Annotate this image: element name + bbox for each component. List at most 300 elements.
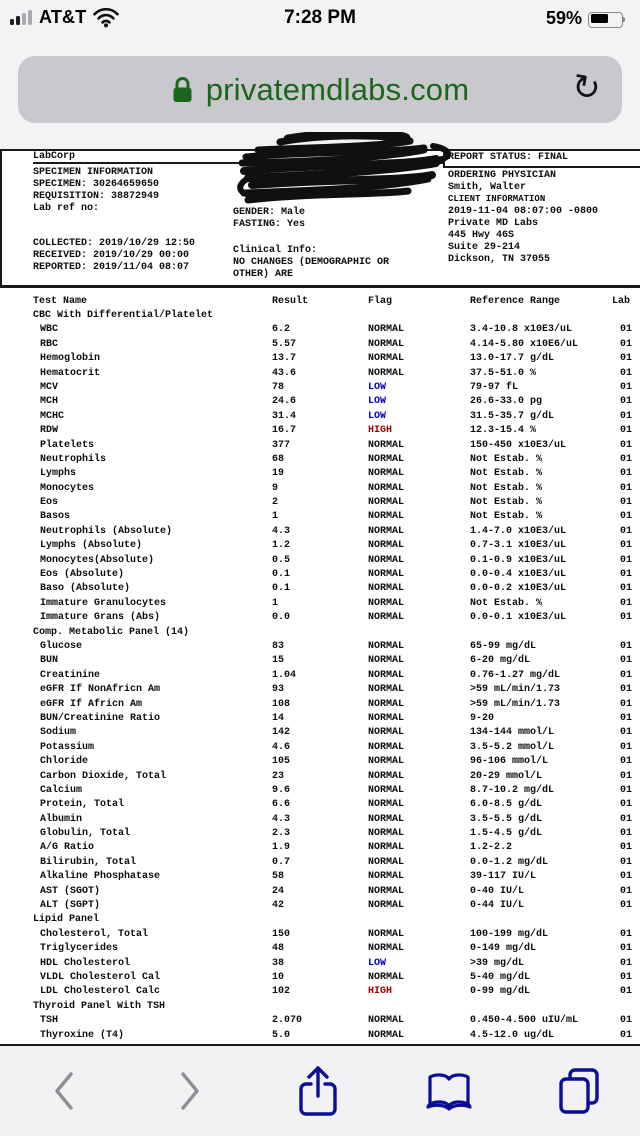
test-flag: NORMAL [368,367,405,379]
test-flag: NORMAL [368,1029,405,1041]
test-flag: NORMAL [368,885,405,897]
clock-label: 7:28 PM [284,7,356,28]
test-flag: HIGH [368,986,393,998]
chevron-right-icon [178,1070,202,1112]
lab-code: 01 [620,468,633,480]
reference-range: >59 mL/min/1.73 [470,698,561,710]
lab-code: 01 [620,770,633,782]
table-row [0,943,640,957]
col-header-flag: Flag [368,296,393,307]
test-flag: NORMAL [368,640,405,652]
lab-code: 01 [620,943,633,955]
lab-code: 01 [620,1029,633,1041]
lab-code: 01 [620,367,633,379]
lab-code: 01 [620,741,633,753]
test-flag: NORMAL [368,928,405,940]
table-row [0,986,640,1000]
reference-range: 0.0-0.4 x10E3/uL [470,569,567,581]
lab-code: 01 [620,684,633,696]
test-result: 38 [272,957,285,969]
lab-code: 01 [620,525,633,537]
test-name: LDL Cholesterol Calc [40,986,161,998]
reference-range: 9-20 [470,712,495,724]
test-flag: NORMAL [368,554,405,566]
test-result: 142 [272,727,291,739]
test-result: 58 [272,871,285,883]
test-name: HDL Cholesterol [40,957,131,969]
test-result: 4.6 [272,741,291,753]
test-result: 9.6 [272,784,291,796]
test-flag: NORMAL [368,1015,405,1027]
table-row [0,842,640,856]
patient-line: GENDER: Male [233,207,306,218]
safari-top-chrome [0,0,640,149]
client-line: Private MD Labs [448,218,539,229]
table-row [0,511,640,525]
redaction-scribble [228,132,468,221]
test-result: 10 [272,971,285,983]
clinical-line: NO CHANGES (DEMOGRAPHIC OR [233,257,390,268]
test-name: MCHC [40,410,65,422]
test-flag: NORMAL [368,669,405,681]
panel-name: Comp. Metabolic Panel (14) [33,626,190,638]
table-row [0,727,640,741]
table-row [0,699,640,713]
table-row [0,799,640,813]
reference-range: 0.7-3.1 x10E3/uL [470,540,567,552]
client-info-title: CLIENT INFORMATION [448,194,546,204]
test-name: Albumin [40,813,83,825]
physician-name: Smith, Walter [448,182,527,193]
lab-code: 01 [620,453,633,465]
test-result: 19 [272,468,285,480]
carrier-label: AT&T [39,7,87,27]
test-result: 105 [272,756,291,768]
test-name: Thyroxine (T4) [40,1029,125,1041]
table-row [0,785,640,799]
test-result: 15 [272,655,285,667]
lab-code: 01 [620,612,633,624]
test-flag: NORMAL [368,525,405,537]
lab-code: 01 [620,712,633,724]
reference-range: 31.5-35.7 g/dL [470,410,555,422]
table-row [0,828,640,842]
test-name: Neutrophils [40,453,107,465]
battery-percent-label: 59% [545,8,582,28]
reference-range: 6-20 mg/dL [470,655,531,667]
section-header-row [0,627,640,641]
test-flag: NORMAL [368,712,405,724]
test-flag: LOW [368,410,387,422]
table-row [0,900,640,914]
test-result: 2 [272,497,279,509]
clinical-info-label: Clinical Info: [233,245,318,256]
test-name: Basos [40,511,71,523]
date-line: RECEIVED: 2019/10/29 00:00 [33,250,190,261]
table-row [0,598,640,612]
header-bottom-rule [0,285,640,288]
lab-code: 01 [620,698,633,710]
test-flag: NORMAL [368,540,405,552]
lab-code: 01 [620,957,633,969]
lab-code: 01 [620,540,633,552]
reference-range: 0.450-4.500 uIU/mL [470,1015,579,1027]
table-row [0,814,640,828]
test-result: 1.04 [272,669,297,681]
reference-range: 65-99 mg/dL [470,640,537,652]
book-icon [425,1071,473,1111]
lab-code: 01 [620,511,633,523]
test-result: 0.1 [272,583,291,595]
test-name: Glucose [40,640,83,652]
reference-range: 0.0-0.1 x10E3/uL [470,612,567,624]
reference-range: 0-44 IU/L [470,900,525,912]
table-row [0,871,640,885]
table-row [0,411,640,425]
address-bar[interactable] [18,56,622,123]
panel-name: CBC With Differential/Platelet [33,310,214,321]
back-button[interactable] [24,1046,104,1136]
lab-code: 01 [620,669,633,681]
test-name: Creatinine [40,669,101,681]
lab-code: 01 [620,828,633,840]
lab-code: 01 [620,813,633,825]
reference-range: 0.1-0.9 x10E3/uL [470,554,567,566]
reference-range: 1.5-4.5 g/dL [470,828,543,840]
test-name: VLDL Cholesterol Cal [40,971,161,983]
test-result: 1 [272,597,279,609]
reference-range: 4.14-5.80 x10E6/uL [470,338,579,350]
test-result: 23 [272,770,285,782]
table-row [0,958,640,972]
reference-range: 1.2-2.2 [470,842,513,854]
reference-range: 3.4-10.8 x10E3/uL [470,324,573,336]
table-row [0,483,640,497]
report-dates [33,238,195,274]
lab-code: 01 [620,410,633,422]
table-row [0,1015,640,1029]
reference-range: 79-97 fL [470,381,519,393]
test-flag: NORMAL [368,468,405,480]
test-flag: NORMAL [368,871,405,883]
lab-code: 01 [620,597,633,609]
test-name: MCH [40,396,59,408]
test-name: Monocytes [40,482,95,494]
redacted-text-fragment: TION [386,148,411,159]
test-result: 0.7 [272,856,291,868]
panel-name: Lipid Panel [33,914,100,926]
ordering-physician-title: ORDERING PHYSICIAN [448,170,557,181]
client-info-lines [448,206,598,266]
chevron-left-icon [52,1070,76,1112]
client-line: 2019-11-04 08:07:00 -0800 [448,206,599,217]
reference-range: 37.5-51.0 % [470,367,537,379]
test-flag: NORMAL [368,943,405,955]
client-line: Dickson, TN 37055 [448,254,551,265]
tabs-icon [557,1067,601,1115]
reference-range: 96-106 mmol/L [470,756,549,768]
table-row [0,569,640,583]
test-name: Protein, Total [40,799,125,811]
test-name: Lymphs [40,468,77,480]
reference-range: 3.5-5.5 g/dL [470,813,543,825]
test-result: 4.3 [272,813,291,825]
test-name: Baso (Absolute) [40,583,131,595]
test-name: Monocytes(Absolute) [40,554,155,566]
share-button[interactable] [278,1046,358,1136]
report-left-border [0,149,2,287]
test-flag: NORMAL [368,338,405,350]
client-line: Suite 29-214 [448,242,521,253]
table-row [0,670,640,684]
test-result: 2.070 [272,1015,303,1027]
test-name: Chloride [40,756,89,768]
table-row [0,886,640,900]
table-row [0,454,640,468]
col-header-test-name: Test Name [33,296,88,307]
reference-range: Not Estab. % [470,453,543,465]
table-row [0,324,640,338]
section-header-row [0,310,640,324]
test-result: 102 [272,986,291,998]
status-bar [0,0,640,42]
table-row [0,339,640,353]
reference-range: Not Estab. % [470,597,543,609]
bookmarks-button[interactable] [409,1046,489,1136]
test-result: 5.0 [272,1029,291,1041]
test-result: 16.7 [272,425,297,437]
reference-range: 134-144 mmol/L [470,727,555,739]
test-flag: NORMAL [368,655,405,667]
clinical-info-lines [233,257,389,281]
specimen-info-title: SPECIMEN INFORMATION [33,167,154,178]
test-flag: NORMAL [368,684,405,696]
test-name: Bilirubin, Total [40,856,137,868]
lab-code: 01 [620,425,633,437]
test-name: RBC [40,338,59,350]
test-result: 24.6 [272,396,297,408]
lab-code: 01 [620,655,633,667]
test-result: 0.5 [272,554,291,566]
lab-code: 01 [620,554,633,566]
test-flag: NORMAL [368,741,405,753]
test-flag: NORMAL [368,597,405,609]
test-flag: NORMAL [368,799,405,811]
test-name: Immature Grans (Abs) [40,612,161,624]
test-flag: NORMAL [368,842,405,854]
test-result: 13.7 [272,353,297,365]
lab-code: 01 [620,1015,633,1027]
table-row [0,468,640,482]
test-name: A/G Ratio [40,842,95,854]
test-flag: LOW [368,957,387,969]
test-result: 377 [272,439,291,451]
test-result: 5.57 [272,338,297,350]
test-name: AST (SGOT) [40,885,101,897]
table-row [0,771,640,785]
reference-range: 4.5-12.0 ug/dL [470,1029,555,1041]
reference-range: 20-29 mmol/L [470,770,543,782]
test-flag: NORMAL [368,828,405,840]
test-result: 108 [272,698,291,710]
table-row [0,396,640,410]
reference-range: >39 mg/dL [470,957,525,969]
test-result: 9 [272,482,279,494]
lock-icon [171,76,194,104]
test-result: 6.2 [272,324,291,336]
test-name: Hematocrit [40,367,101,379]
table-row [0,612,640,626]
lab-code: 01 [620,986,633,998]
reference-range: 8.7-10.2 mg/dL [470,784,555,796]
test-flag: NORMAL [368,583,405,595]
reference-range: 0-149 mg/dL [470,943,537,955]
lab-code: 01 [620,324,633,336]
lab-code: 01 [620,971,633,983]
clinical-line: OTHER) ARE [233,269,294,280]
test-result: 14 [272,712,285,724]
test-name: Calcium [40,784,83,796]
test-result: 24 [272,885,285,897]
reference-range: 0-99 mg/dL [470,986,531,998]
test-flag: NORMAL [368,612,405,624]
reference-range: 1.4-7.0 x10E3/uL [470,525,567,537]
test-name: RDW [40,425,59,437]
lab-code: 01 [620,583,633,595]
test-name: WBC [40,324,59,336]
tabs-button[interactable] [539,1046,619,1136]
lab-code: 01 [620,885,633,897]
test-flag: NORMAL [368,353,405,365]
table-row [0,368,640,382]
test-flag: HIGH [368,425,393,437]
test-flag: NORMAL [368,756,405,768]
test-name: ALT (SGPT) [40,900,101,912]
lab-code: 01 [620,482,633,494]
test-result: 68 [272,453,285,465]
lab-code: 01 [620,871,633,883]
table-row [0,684,640,698]
test-flag: NORMAL [368,971,405,983]
test-result: 48 [272,943,285,955]
patient-line: FASTING: Yes [233,219,306,230]
reference-range: Not Estab. % [470,468,543,480]
test-result: 31.4 [272,410,297,422]
col-header-reference-range: Reference Range [470,296,561,307]
lab-code: 01 [620,439,633,451]
test-name: Alkaline Phosphatase [40,871,161,883]
table-row [0,972,640,986]
lab-code: 01 [620,338,633,350]
forward-button[interactable] [150,1046,230,1136]
reload-icon[interactable]: ↻ [568,66,604,110]
reference-range: 39-117 IU/L [470,871,537,883]
status-box-bottom-border [443,166,640,168]
test-flag: NORMAL [368,900,405,912]
test-name: Globulin, Total [40,828,131,840]
test-flag: NORMAL [368,727,405,739]
table-row [0,655,640,669]
test-flag: NORMAL [368,497,405,509]
table-row [0,555,640,569]
reference-range: 0.0-0.2 x10E3/uL [470,583,567,595]
test-flag: NORMAL [368,511,405,523]
date-line: REPORTED: 2019/11/04 08:07 [33,262,190,273]
lab-code: 01 [620,381,633,393]
table-row [0,756,640,770]
share-icon [297,1064,339,1118]
col-header-result: Result [272,296,309,307]
table-row [0,929,640,943]
test-name: Hemoglobin [40,353,101,365]
reference-range: Not Estab. % [470,511,543,523]
test-name: Carbon Dioxide, Total [40,770,167,782]
reference-range: 6.0-8.5 g/dL [470,799,543,811]
test-result: 83 [272,640,285,652]
test-name: Cholesterol, Total [40,928,149,940]
test-name: Potassium [40,741,95,753]
reference-range: 12.3-15.4 % [470,425,537,437]
test-result: 1.9 [272,842,291,854]
test-name: eGFR If NonAfricn Am [40,684,161,696]
test-result: 0.0 [272,612,291,624]
test-result: 1 [272,511,279,523]
reference-range: 0-40 IU/L [470,885,525,897]
safari-bottom-toolbar [0,1046,640,1136]
table-row [0,497,640,511]
reference-range: Not Estab. % [470,497,543,509]
test-result: 4.3 [272,525,291,537]
lab-code: 01 [620,727,633,739]
test-name: Neutrophils (Absolute) [40,525,173,537]
table-row [0,540,640,554]
test-result: 42 [272,900,285,912]
test-name: TSH [40,1015,59,1027]
table-row [0,440,640,454]
test-name: Immature Granulocytes [40,597,167,609]
url-label: privatemdlabs.com [205,71,470,107]
test-flag: NORMAL [368,482,405,494]
reference-range: 0.0-1.2 mg/dL [470,856,549,868]
specimen-line: SPECIMEN: 30264659650 [33,179,160,190]
reference-range: 5-40 mg/dL [470,971,531,983]
test-flag: NORMAL [368,698,405,710]
reference-range: 26.6-33.0 pg [470,396,543,408]
table-row [0,641,640,655]
test-name: Platelets [40,439,95,451]
reference-range: 150-450 x10E3/uL [470,439,567,451]
test-name: BUN [40,655,59,667]
test-name: Eos (Absolute) [40,569,125,581]
lab-code: 01 [620,569,633,581]
table-row [0,382,640,396]
lab-name: LabCorp [33,151,76,162]
test-flag: NORMAL [368,813,405,825]
test-flag: LOW [368,381,387,393]
test-name: eGFR If Africn Am [40,698,143,710]
test-name: Lymphs (Absolute) [40,540,143,552]
lab-code: 01 [620,640,633,652]
test-name: Eos [40,497,59,509]
test-result: 43.6 [272,367,297,379]
test-result: 1.2 [272,540,291,552]
lab-code: 01 [620,928,633,940]
lab-code: 01 [620,396,633,408]
test-name: Triglycerides [40,943,119,955]
reference-range: 100-199 mg/dL [470,928,549,940]
test-result: 0.1 [272,569,291,581]
test-name: Sodium [40,727,77,739]
